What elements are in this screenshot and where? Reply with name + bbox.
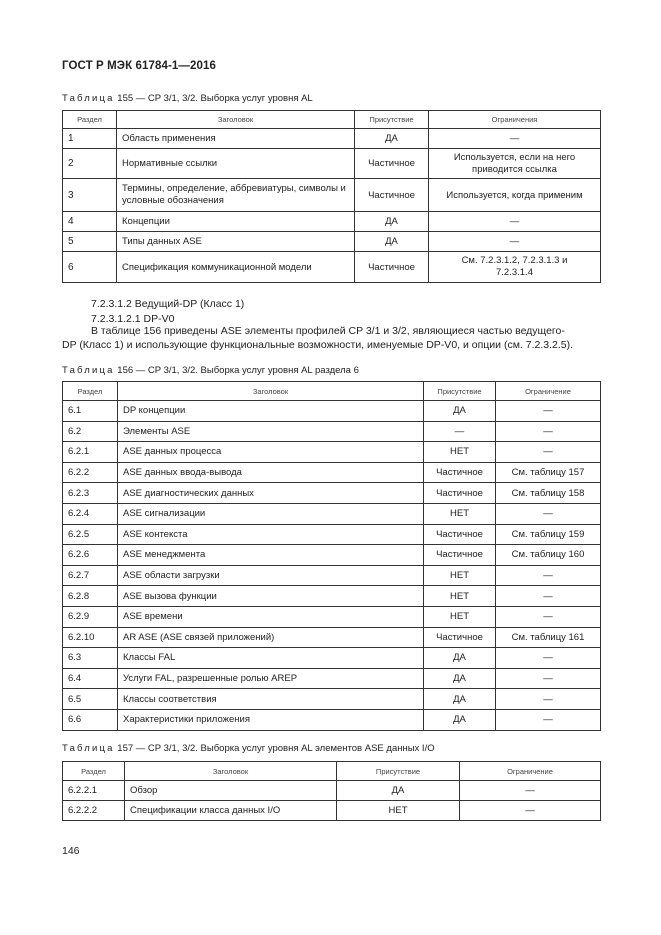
- cell-title: ASE сигнализации: [118, 503, 424, 524]
- cell-section: 6.2.2: [63, 462, 118, 483]
- cell-presence: Частичное: [355, 179, 429, 212]
- cell-presence: ДА: [337, 781, 460, 801]
- cell-title: Спецификация коммуникационной модели: [117, 252, 355, 283]
- cell-presence: НЕТ: [337, 801, 460, 821]
- table-156: [62, 381, 601, 731]
- cell-title: ASE данных ввода-вывода: [118, 462, 424, 483]
- cell-restriction: —: [429, 212, 601, 232]
- cell-section: 6.2.2.1: [63, 781, 125, 801]
- table-row: [63, 212, 601, 232]
- header-section: Раздел: [63, 762, 125, 781]
- caption-prefix: Таблица: [62, 93, 115, 104]
- cell-title: ASE области загрузки: [118, 565, 424, 586]
- cell-section: 6.2.3: [63, 483, 118, 504]
- cell-section: 6.6: [63, 709, 118, 730]
- cell-restriction: —: [496, 648, 601, 669]
- cell-title: Типы данных ASE: [117, 232, 355, 252]
- cell-title: Элементы ASE: [118, 421, 424, 442]
- caption-text: 157 — CP 3/1, 3/2. Выборка услуг уровня AL элементов ASE данных I/O: [117, 743, 435, 754]
- cell-presence: Частичное: [424, 462, 496, 483]
- cell-restriction: —: [496, 586, 601, 607]
- cell-restriction: —: [460, 801, 601, 821]
- cell-presence: НЕТ: [424, 586, 496, 607]
- table-row: [63, 179, 601, 212]
- cell-section: 6: [63, 252, 117, 283]
- section-heading: 7.2.3.1.2 Ведущий-DP (Класс 1): [91, 298, 245, 310]
- cell-section: 4: [63, 212, 117, 232]
- cell-presence: Частичное: [355, 149, 429, 179]
- cell-restriction: См. таблицу 161: [496, 627, 601, 648]
- table-156-caption: [62, 365, 359, 376]
- table-155-caption: [62, 93, 313, 104]
- table-157: [62, 761, 601, 821]
- cell-restriction: См. таблицу 160: [496, 545, 601, 566]
- cell-restriction: См. таблицу 159: [496, 524, 601, 545]
- cell-title: Концепции: [117, 212, 355, 232]
- table-157-body: [63, 781, 601, 821]
- cell-restriction: —: [429, 232, 601, 252]
- header-title: Заголовок: [118, 382, 424, 401]
- cell-restriction: См. 7.2.3.1.2, 7.2.3.1.3 и 7.2.3.1.4: [429, 252, 601, 283]
- table-row: [63, 421, 601, 442]
- cell-presence: ДА: [424, 401, 496, 422]
- cell-title: ASE времени: [118, 606, 424, 627]
- header-title: Заголовок: [117, 111, 355, 129]
- cell-presence: —: [424, 421, 496, 442]
- cell-restriction: —: [496, 421, 601, 442]
- cell-presence: ДА: [424, 668, 496, 689]
- cell-restriction: —: [496, 442, 601, 463]
- table-row: [63, 709, 601, 730]
- cell-title: Характеристики приложения: [118, 709, 424, 730]
- table-row: [63, 648, 601, 669]
- cell-section: 6.1: [63, 401, 118, 422]
- cell-presence: ДА: [424, 648, 496, 669]
- cell-section: 6.2.1: [63, 442, 118, 463]
- table-row: [63, 801, 601, 821]
- cell-presence: Частичное: [424, 627, 496, 648]
- table-row: [63, 781, 601, 801]
- table-row: [63, 462, 601, 483]
- cell-title: ASE диагностических данных: [118, 483, 424, 504]
- cell-presence: ДА: [424, 689, 496, 710]
- cell-title: AR ASE (ASE связей приложений): [118, 627, 424, 648]
- cell-section: 6.4: [63, 668, 118, 689]
- cell-restriction: —: [460, 781, 601, 801]
- cell-title: Нормативные ссылки: [117, 149, 355, 179]
- cell-title: ASE вызова функции: [118, 586, 424, 607]
- cell-section: 5: [63, 232, 117, 252]
- table-row: [63, 689, 601, 710]
- cell-presence: Частичное: [424, 545, 496, 566]
- cell-section: 6.2.8: [63, 586, 118, 607]
- table-row: [63, 524, 601, 545]
- cell-title: ASE менеджмента: [118, 545, 424, 566]
- document-title: ГОСТ Р МЭК 61784-1—2016: [62, 60, 216, 72]
- table-row: [63, 503, 601, 524]
- cell-restriction: Используется, когда применим: [429, 179, 601, 212]
- cell-restriction: —: [496, 709, 601, 730]
- header-restrictions: Ограничения: [429, 111, 601, 129]
- cell-title: Термины, определение, аббревиатуры, символы и условные обозначения: [117, 179, 355, 212]
- cell-section: 3: [63, 179, 117, 212]
- table-header-row: [63, 382, 601, 401]
- cell-section: 6.2.2.2: [63, 801, 125, 821]
- cell-section: 6.2.9: [63, 606, 118, 627]
- cell-section: 6.2.4: [63, 503, 118, 524]
- cell-presence: НЕТ: [424, 565, 496, 586]
- header-presence: Присутствие: [424, 382, 496, 401]
- cell-title: ASE контекста: [118, 524, 424, 545]
- cell-section: 6.2.5: [63, 524, 118, 545]
- cell-title: Классы FAL: [118, 648, 424, 669]
- paragraph-line: DP (Класс 1) и использующие функциональные возможности, именуемые DP-V0, и опции (см. 7.2.3.2.5).: [62, 339, 574, 351]
- cell-section: 1: [63, 129, 117, 149]
- cell-section: 6.2.10: [63, 627, 118, 648]
- cell-restriction: —: [496, 668, 601, 689]
- cell-section: 6.5: [63, 689, 118, 710]
- cell-title: DP концепции: [118, 401, 424, 422]
- cell-restriction: —: [496, 503, 601, 524]
- cell-presence: ДА: [355, 212, 429, 232]
- caption-prefix: Таблица: [62, 365, 115, 376]
- cell-restriction: —: [496, 689, 601, 710]
- table-header-row: [63, 762, 601, 781]
- table-row: [63, 232, 601, 252]
- table-row: [63, 442, 601, 463]
- table-header-row: [63, 111, 601, 129]
- cell-restriction: Используется, если на него приводится ссылка: [429, 149, 601, 179]
- table-row: [63, 586, 601, 607]
- cell-presence: НЕТ: [424, 503, 496, 524]
- cell-restriction: —: [429, 129, 601, 149]
- table-row: [63, 627, 601, 648]
- cell-presence: НЕТ: [424, 606, 496, 627]
- header-presence: Присутствие: [337, 762, 460, 781]
- table-row: [63, 149, 601, 179]
- table-row: [63, 483, 601, 504]
- table-row: [63, 668, 601, 689]
- cell-title: Область применения: [117, 129, 355, 149]
- cell-presence: НЕТ: [424, 442, 496, 463]
- caption-text: 156 — CP 3/1, 3/2. Выборка услуг уровня AL раздела 6: [117, 365, 359, 376]
- cell-restriction: —: [496, 401, 601, 422]
- cell-section: 2: [63, 149, 117, 179]
- table-row: [63, 545, 601, 566]
- caption-prefix: Таблица: [62, 743, 115, 754]
- cell-section: 6.3: [63, 648, 118, 669]
- header-restriction: Ограничение: [460, 762, 601, 781]
- page-number: 146: [62, 845, 80, 857]
- table-row: [63, 129, 601, 149]
- header-title: Заголовок: [125, 762, 337, 781]
- cell-section: 6.2.7: [63, 565, 118, 586]
- cell-presence: Частичное: [424, 483, 496, 504]
- header-restriction: Ограничение: [496, 382, 601, 401]
- cell-title: Классы соответствия: [118, 689, 424, 710]
- cell-restriction: —: [496, 565, 601, 586]
- cell-presence: ДА: [355, 232, 429, 252]
- table-row: [63, 401, 601, 422]
- cell-section: 6.2: [63, 421, 118, 442]
- table-156-body: [63, 401, 601, 731]
- header-section: Раздел: [63, 382, 118, 401]
- cell-presence: ДА: [424, 709, 496, 730]
- table-155: [62, 110, 601, 283]
- table-row: [63, 252, 601, 283]
- table-157-caption: [62, 743, 435, 754]
- cell-section: 6.2.6: [63, 545, 118, 566]
- table-row: [63, 565, 601, 586]
- cell-title: ASE данных процесса: [118, 442, 424, 463]
- caption-text: 155 — CP 3/1, 3/2. Выборка услуг уровня AL: [117, 93, 313, 104]
- cell-title: Услуги FAL, разрешенные ролью AREP: [118, 668, 424, 689]
- cell-title: Обзор: [125, 781, 337, 801]
- paragraph-line: В таблице 156 приведены ASE элементы профилей CP 3/1 и 3/2, являющиеся частью ведущего-: [91, 325, 565, 337]
- cell-presence: Частичное: [424, 524, 496, 545]
- table-row: [63, 606, 601, 627]
- cell-presence: ДА: [355, 129, 429, 149]
- cell-restriction: См. таблицу 157: [496, 462, 601, 483]
- header-section: Раздел: [63, 111, 117, 129]
- cell-restriction: См. таблицу 158: [496, 483, 601, 504]
- subsection-heading: 7.2.3.1.2.1 DP-V0: [91, 313, 175, 325]
- cell-restriction: —: [496, 606, 601, 627]
- cell-presence: Частичное: [355, 252, 429, 283]
- header-presence: Присутствие: [355, 111, 429, 129]
- cell-title: Спецификации класса данных I/O: [125, 801, 337, 821]
